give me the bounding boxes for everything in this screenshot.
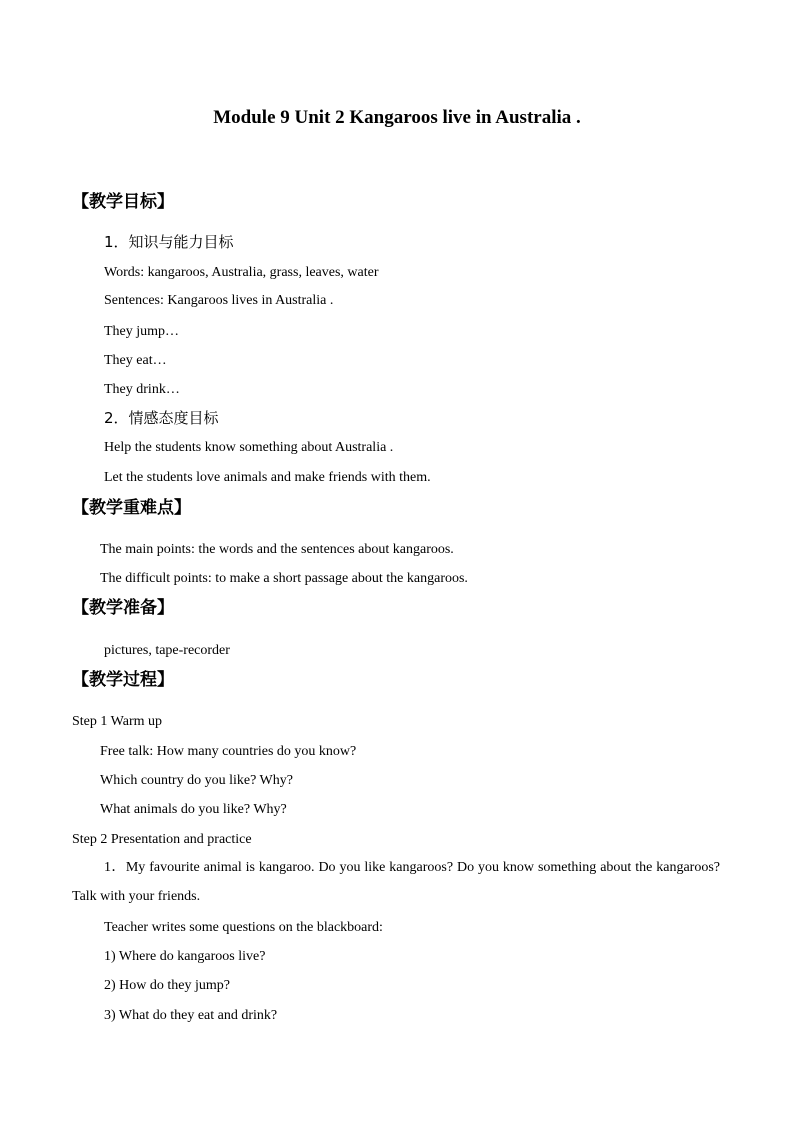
question-how-jump: 2) How do they jump? <box>104 978 230 993</box>
subheading-knowledge-ability: 1．知识与能力目标 <box>104 233 234 251</box>
sentence-jump: They jump… <box>104 324 180 339</box>
sentence-drink: They drink… <box>104 382 180 397</box>
step-1-heading: Step 1 Warm up <box>72 714 162 729</box>
teacher-writes-line: Teacher writes some questions on the blackboard: <box>104 920 383 935</box>
sentence-eat: They eat… <box>104 353 167 368</box>
emotion-goal-2: Let the students love animals and make friends with them. <box>104 470 431 485</box>
presentation-paragraph-1: 1．My favourite animal is kangaroo. Do you like kangaroos? Do you know something about the kangaroos? Talk with your friends. <box>72 860 720 904</box>
section-heading-key-points: 【教学重难点】 <box>72 498 191 518</box>
question-eat-drink: 3) What do they eat and drink? <box>104 1008 278 1023</box>
free-talk-question-1: Free talk: How many countries do you know? <box>100 744 357 759</box>
step-2-heading: Step 2 Presentation and practice <box>72 832 252 847</box>
document-title: Module 9 Unit 2 Kangaroos live in Australia . <box>213 107 581 128</box>
sentences-line: Sentences: Kangaroos lives in Australia . <box>104 293 334 308</box>
section-heading-objectives: 【教学目标】 <box>72 192 174 212</box>
section-heading-preparation: 【教学准备】 <box>72 598 174 618</box>
preparation-items: pictures, tape-recorder <box>104 643 230 658</box>
words-line: Words: kangaroos, Australia, grass, leaves, water <box>104 265 379 280</box>
question-where-live: 1) Where do kangaroos live? <box>104 949 266 964</box>
subheading-emotion-attitude: 2．情感态度目标 <box>104 409 219 427</box>
emotion-goal-1: Help the students know something about Australia . <box>104 440 394 455</box>
section-heading-process: 【教学过程】 <box>72 670 174 690</box>
free-talk-question-2: Which country do you like? Why? <box>100 773 293 788</box>
main-points-line: The main points: the words and the sentences about kangaroos. <box>100 542 454 557</box>
difficult-points-line: The difficult points: to make a short passage about the kangaroos. <box>100 571 468 586</box>
free-talk-question-3: What animals do you like? Why? <box>100 802 287 817</box>
